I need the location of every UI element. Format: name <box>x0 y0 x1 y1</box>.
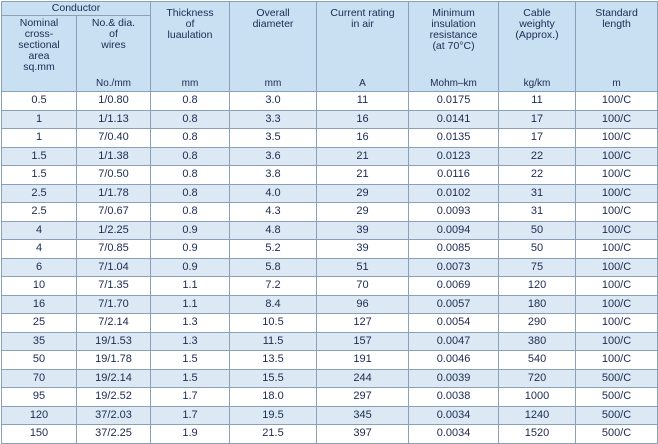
cell-no-dia-wires: 7/0.67 <box>77 203 151 222</box>
cell-overall-diameter: 3.5 <box>230 129 317 148</box>
cell-standard-length: 100/C <box>576 314 658 333</box>
cell-current-rating: 16 <box>317 110 409 129</box>
cell-thickness: 0.9 <box>151 258 230 277</box>
cell-cable-weight: 22 <box>499 166 576 185</box>
cell-current-rating: 51 <box>317 258 409 277</box>
cell-nominal-area: 1.5 <box>2 147 77 166</box>
cell-nominal-area: 25 <box>2 314 77 333</box>
cell-standard-length: 100/C <box>576 277 658 296</box>
cell-standard-length: 100/C <box>576 110 658 129</box>
header-overall-diameter <box>230 2 317 76</box>
cell-no-dia-wires: 7/0.85 <box>77 240 151 259</box>
cell-standard-length: 100/C <box>576 166 658 185</box>
cell-overall-diameter: 4.0 <box>230 184 317 203</box>
cell-cable-weight: 120 <box>499 277 576 296</box>
cell-nominal-area: 4 <box>2 221 77 240</box>
cell-insulation-resistance: 0.0034 <box>409 425 499 444</box>
cell-overall-diameter: 21.5 <box>230 425 317 444</box>
table-header <box>2 2 658 92</box>
cell-no-dia-wires: 1/1.78 <box>77 184 151 203</box>
cell-standard-length: 100/C <box>576 295 658 314</box>
header-nominal-line: cross- <box>24 28 54 40</box>
header-nominal-line: Nominal <box>19 17 59 29</box>
cell-thickness: 0.9 <box>151 240 230 259</box>
cell-standard-length: 100/C <box>576 221 658 240</box>
header-no-dia-wires <box>77 16 151 76</box>
header-no-dia-line: No.& dia. <box>91 17 136 29</box>
cell-thickness: 0.8 <box>151 147 230 166</box>
table-row <box>2 314 658 333</box>
cell-nominal-area: 120 <box>2 406 77 425</box>
cell-current-rating: 297 <box>317 388 409 407</box>
cell-insulation-resistance: 0.0046 <box>409 351 499 370</box>
cell-insulation-resistance: 0.0034 <box>409 406 499 425</box>
unit-insulation: Mohm–km <box>409 75 499 92</box>
header-nominal-area <box>2 16 77 92</box>
header-nominal-line: sectional <box>18 39 60 51</box>
cell-insulation-resistance: 0.0038 <box>409 388 499 407</box>
cell-overall-diameter: 18.0 <box>230 388 317 407</box>
unit-length: m <box>576 75 658 92</box>
cell-overall-diameter: 4.3 <box>230 203 317 222</box>
cell-thickness: 1.1 <box>151 277 230 296</box>
cell-insulation-resistance: 0.0085 <box>409 240 499 259</box>
cell-insulation-resistance: 0.0123 <box>409 147 499 166</box>
cell-standard-length: 500/C <box>576 425 658 444</box>
cell-current-rating: 21 <box>317 166 409 185</box>
header-current-rating <box>317 2 409 76</box>
cell-no-dia-wires: 37/2.03 <box>77 406 151 425</box>
table-row <box>2 147 658 166</box>
cell-nominal-area: 10 <box>2 277 77 296</box>
cell-insulation-resistance: 0.0069 <box>409 277 499 296</box>
cell-cable-weight: 180 <box>499 295 576 314</box>
cell-current-rating: 70 <box>317 277 409 296</box>
cell-nominal-area: 1 <box>2 129 77 148</box>
cell-current-rating: 191 <box>317 351 409 370</box>
cell-cable-weight: 720 <box>499 369 576 388</box>
cell-nominal-area: 95 <box>2 388 77 407</box>
header-no-dia-line: of <box>109 28 118 40</box>
table-row <box>2 221 658 240</box>
cell-overall-diameter: 10.5 <box>230 314 317 333</box>
cell-standard-length: 100/C <box>576 332 658 351</box>
header-weight-line: Cable <box>523 7 551 19</box>
cell-current-rating: 16 <box>317 129 409 148</box>
cell-no-dia-wires: 7/0.40 <box>77 129 151 148</box>
header-current-line: in air <box>351 18 374 30</box>
table-row <box>2 351 658 370</box>
cell-thickness: 0.8 <box>151 166 230 185</box>
cell-thickness: 1.5 <box>151 351 230 370</box>
cell-no-dia-wires: 7/2.14 <box>77 314 151 333</box>
cell-thickness: 0.9 <box>151 221 230 240</box>
header-nominal-line: sq.mm <box>23 61 55 73</box>
cell-overall-diameter: 3.8 <box>230 166 317 185</box>
header-weight-line: (Approx.) <box>515 29 559 41</box>
cell-standard-length: 100/C <box>576 147 658 166</box>
cell-no-dia-wires: 37/2.25 <box>77 425 151 444</box>
cell-current-rating: 39 <box>317 221 409 240</box>
cable-spec-table <box>1 1 658 444</box>
cell-cable-weight: 22 <box>499 147 576 166</box>
header-thickness <box>151 2 230 76</box>
table-row <box>2 295 658 314</box>
cell-thickness: 1.3 <box>151 314 230 333</box>
cell-no-dia-wires: 19/2.52 <box>77 388 151 407</box>
cell-overall-diameter: 11.5 <box>230 332 317 351</box>
cell-nominal-area: 6 <box>2 258 77 277</box>
cell-no-dia-wires: 1/0.80 <box>77 92 151 111</box>
cell-overall-diameter: 13.5 <box>230 351 317 370</box>
cell-cable-weight: 1000 <box>499 388 576 407</box>
unit-current: A <box>317 75 409 92</box>
cell-insulation-resistance: 0.0054 <box>409 314 499 333</box>
header-cable-weight <box>499 2 576 76</box>
header-thickness-line: luaulation <box>167 29 213 41</box>
cell-overall-diameter: 15.5 <box>230 369 317 388</box>
cell-thickness: 1.7 <box>151 406 230 425</box>
cell-thickness: 0.8 <box>151 92 230 111</box>
cell-insulation-resistance: 0.0175 <box>409 92 499 111</box>
header-standard-length <box>576 2 658 76</box>
table-row <box>2 388 658 407</box>
cell-nominal-area: 1.5 <box>2 166 77 185</box>
unit-thickness: mm <box>151 75 230 92</box>
cell-overall-diameter: 3.3 <box>230 110 317 129</box>
table-row <box>2 277 658 296</box>
cell-nominal-area: 150 <box>2 425 77 444</box>
cell-insulation-resistance: 0.0141 <box>409 110 499 129</box>
unit-no-dia: No./mm <box>77 75 151 92</box>
header-insulation-line: (at 70°C) <box>432 40 475 52</box>
table-row <box>2 332 658 351</box>
cell-overall-diameter: 7.2 <box>230 277 317 296</box>
header-row-units <box>2 75 658 92</box>
table-row <box>2 203 658 222</box>
header-insulation-resistance <box>409 2 499 76</box>
cell-cable-weight: 50 <box>499 221 576 240</box>
cell-insulation-resistance: 0.0057 <box>409 295 499 314</box>
cell-cable-weight: 1240 <box>499 406 576 425</box>
cell-overall-diameter: 5.2 <box>230 240 317 259</box>
cell-overall-diameter: 8.4 <box>230 295 317 314</box>
header-insulation-line: Minimum <box>432 7 475 19</box>
cell-cable-weight: 11 <box>499 92 576 111</box>
table-row <box>2 110 658 129</box>
header-current-line: Current rating <box>330 7 395 19</box>
cell-insulation-resistance: 0.0102 <box>409 184 499 203</box>
cell-thickness: 0.8 <box>151 203 230 222</box>
cell-no-dia-wires: 19/2.14 <box>77 369 151 388</box>
cell-thickness: 1.7 <box>151 388 230 407</box>
cell-insulation-resistance: 0.0093 <box>409 203 499 222</box>
cell-no-dia-wires: 7/1.70 <box>77 295 151 314</box>
cell-thickness: 1.1 <box>151 295 230 314</box>
cell-thickness: 0.8 <box>151 110 230 129</box>
cell-no-dia-wires: 7/1.04 <box>77 258 151 277</box>
table-row <box>2 92 658 111</box>
cell-no-dia-wires: 19/1.78 <box>77 351 151 370</box>
cell-overall-diameter: 4.8 <box>230 221 317 240</box>
cell-cable-weight: 31 <box>499 184 576 203</box>
header-insulation-line: resistance <box>429 29 478 41</box>
cell-standard-length: 100/C <box>576 203 658 222</box>
table-row <box>2 184 658 203</box>
cell-nominal-area: 1 <box>2 110 77 129</box>
cell-insulation-resistance: 0.0039 <box>409 369 499 388</box>
header-insulation-line: insulation <box>431 18 476 30</box>
cell-thickness: 0.8 <box>151 129 230 148</box>
cell-current-rating: 244 <box>317 369 409 388</box>
cell-insulation-resistance: 0.0047 <box>409 332 499 351</box>
table-row <box>2 129 658 148</box>
cell-cable-weight: 380 <box>499 332 576 351</box>
table-row <box>2 369 658 388</box>
cell-thickness: 1.9 <box>151 425 230 444</box>
cell-no-dia-wires: 1/1.38 <box>77 147 151 166</box>
cell-insulation-resistance: 0.0073 <box>409 258 499 277</box>
table-row <box>2 406 658 425</box>
table-body <box>2 92 658 444</box>
cell-no-dia-wires: 7/0.50 <box>77 166 151 185</box>
table-row <box>2 166 658 185</box>
header-row-group <box>2 2 658 16</box>
cell-thickness: 0.8 <box>151 184 230 203</box>
cell-cable-weight: 17 <box>499 129 576 148</box>
header-nominal-line: area <box>28 50 50 62</box>
header-thickness-line: Thickness <box>166 7 214 19</box>
header-conductor-group: Conductor <box>2 2 151 16</box>
cell-no-dia-wires: 19/1.53 <box>77 332 151 351</box>
table-row <box>2 258 658 277</box>
cell-nominal-area: 2.5 <box>2 184 77 203</box>
header-thickness-line: of <box>185 18 195 30</box>
header-overall-line: diameter <box>252 18 294 30</box>
cell-cable-weight: 1520 <box>499 425 576 444</box>
cell-standard-length: 100/C <box>576 351 658 370</box>
cell-current-rating: 29 <box>317 184 409 203</box>
cell-cable-weight: 290 <box>499 314 576 333</box>
cell-current-rating: 157 <box>317 332 409 351</box>
cell-cable-weight: 540 <box>499 351 576 370</box>
header-length-line: length <box>602 18 631 30</box>
cell-nominal-area: 2.5 <box>2 203 77 222</box>
unit-weight: kg/km <box>499 75 576 92</box>
header-length-line: Standard <box>595 7 638 19</box>
cell-standard-length: 100/C <box>576 129 658 148</box>
cell-no-dia-wires: 1/2.25 <box>77 221 151 240</box>
cell-current-rating: 39 <box>317 240 409 259</box>
cell-current-rating: 345 <box>317 406 409 425</box>
cell-current-rating: 29 <box>317 203 409 222</box>
cell-overall-diameter: 5.8 <box>230 258 317 277</box>
cell-insulation-resistance: 0.0094 <box>409 221 499 240</box>
cell-standard-length: 500/C <box>576 406 658 425</box>
cell-current-rating: 96 <box>317 295 409 314</box>
cell-nominal-area: 0.5 <box>2 92 77 111</box>
table-row <box>2 425 658 444</box>
cell-nominal-area: 4 <box>2 240 77 259</box>
cell-cable-weight: 50 <box>499 240 576 259</box>
cell-overall-diameter: 19.5 <box>230 406 317 425</box>
cell-thickness: 1.3 <box>151 332 230 351</box>
cell-current-rating: 21 <box>317 147 409 166</box>
unit-overall: mm <box>230 75 317 92</box>
cell-nominal-area: 35 <box>2 332 77 351</box>
cell-standard-length: 100/C <box>576 92 658 111</box>
cell-cable-weight: 75 <box>499 258 576 277</box>
header-overall-line: Overall <box>256 7 290 19</box>
cell-standard-length: 100/C <box>576 258 658 277</box>
cell-nominal-area: 16 <box>2 295 77 314</box>
cell-standard-length: 500/C <box>576 369 658 388</box>
cell-current-rating: 397 <box>317 425 409 444</box>
header-no-dia-line: wires <box>101 39 126 51</box>
cell-no-dia-wires: 7/1.35 <box>77 277 151 296</box>
cell-no-dia-wires: 1/1.13 <box>77 110 151 129</box>
cell-standard-length: 100/C <box>576 184 658 203</box>
cell-insulation-resistance: 0.0135 <box>409 129 499 148</box>
cell-current-rating: 127 <box>317 314 409 333</box>
cell-overall-diameter: 3.6 <box>230 147 317 166</box>
cable-spec-table-container <box>1 1 657 440</box>
cell-standard-length: 500/C <box>576 388 658 407</box>
cell-current-rating: 11 <box>317 92 409 111</box>
table-row <box>2 240 658 259</box>
cell-nominal-area: 70 <box>2 369 77 388</box>
header-weight-line: weighty <box>519 18 555 30</box>
cell-nominal-area: 50 <box>2 351 77 370</box>
cell-insulation-resistance: 0.0116 <box>409 166 499 185</box>
cell-overall-diameter: 3.0 <box>230 92 317 111</box>
cell-cable-weight: 31 <box>499 203 576 222</box>
cell-standard-length: 100/C <box>576 240 658 259</box>
cell-cable-weight: 17 <box>499 110 576 129</box>
cell-thickness: 1.5 <box>151 369 230 388</box>
